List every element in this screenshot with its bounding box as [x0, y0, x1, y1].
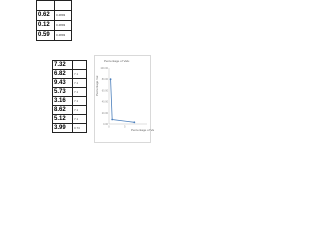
top-table-unit-cell[interactable]: 0.4893 [55, 21, 72, 31]
chart-title: Percentage of Valu [104, 59, 130, 63]
main-table-value-cell[interactable]: 8.62 [53, 106, 73, 115]
scatter-chart[interactable] [94, 55, 154, 143]
top-table-row [37, 31, 72, 41]
chart-data-point [111, 119, 113, 121]
top-table-row [37, 21, 72, 31]
main-table-row [53, 70, 87, 79]
top-table-unit-cell[interactable]: 0.4893 [55, 11, 72, 21]
chart-plot-area [95, 56, 150, 142]
main-table-value-cell[interactable]: 3.16 [53, 97, 73, 106]
chart-x-axis-label: Percentage of Va [131, 128, 154, 132]
top-table-unit-cell[interactable] [55, 1, 72, 11]
top-table-value-cell[interactable]: 0.59 [37, 31, 55, 41]
top-table-row [37, 1, 72, 11]
main-table-row [53, 88, 87, 97]
main-table-row [53, 97, 87, 106]
chart-x-tick-label: 0 [108, 125, 110, 129]
main-table-unit-cell[interactable]: 7.1 [73, 70, 87, 79]
main-table-unit-cell[interactable]: 7.1 [73, 97, 87, 106]
main-table-value-cell[interactable]: 9.43 [53, 79, 73, 88]
chart-y-tick-label: 40.00 [101, 100, 108, 104]
main-table-unit-cell[interactable]: 7.1 [73, 79, 87, 88]
chart-y-tick-label: 100.00 [100, 67, 108, 70]
chart-y-tick-label: 20.00 [101, 111, 108, 115]
spreadsheet-canvas [0, 0, 154, 198]
main-table-value-cell[interactable]: 5.73 [53, 88, 73, 97]
top-table-value-cell[interactable] [37, 1, 55, 11]
main-table-row [53, 124, 87, 133]
chart-x-tick-label: 5 [124, 125, 126, 129]
main-table-row [53, 106, 87, 115]
main-table-row [53, 79, 87, 88]
main-table-value-cell[interactable]: 6.82 [53, 70, 73, 79]
chart-y-tick-label: 80.00 [101, 78, 108, 82]
top-values-table [36, 0, 72, 41]
top-table-value-cell[interactable]: 0.62 [37, 11, 55, 21]
chart-data-point [110, 78, 112, 80]
top-table-row [37, 11, 72, 21]
main-table-value-cell[interactable]: 7.32 [53, 61, 73, 70]
main-table-unit-cell[interactable]: 0.73 [73, 124, 87, 133]
chart-data-point [133, 121, 135, 123]
main-table-value-cell[interactable]: 5.12 [53, 115, 73, 124]
main-table-unit-cell[interactable]: 7.1 [73, 115, 87, 124]
chart-y-tick-label: 60.00 [101, 89, 108, 93]
main-table-unit-cell[interactable] [73, 61, 87, 70]
main-table-value-cell[interactable]: 3.99 [53, 124, 73, 133]
chart-y-axis-label: Percentage Val [95, 75, 99, 96]
main-values-table [52, 60, 87, 133]
main-table-unit-cell[interactable]: 7.1 [73, 88, 87, 97]
chart-series-line [111, 79, 135, 122]
main-table-row [53, 115, 87, 124]
main-table-row [53, 61, 87, 70]
chart-y-tick-label: 0.00 [103, 123, 108, 126]
main-table-unit-cell[interactable]: 7.1 [73, 106, 87, 115]
top-table-value-cell[interactable]: 0.12 [37, 21, 55, 31]
top-table-unit-cell[interactable]: 0.4893 [55, 31, 72, 41]
